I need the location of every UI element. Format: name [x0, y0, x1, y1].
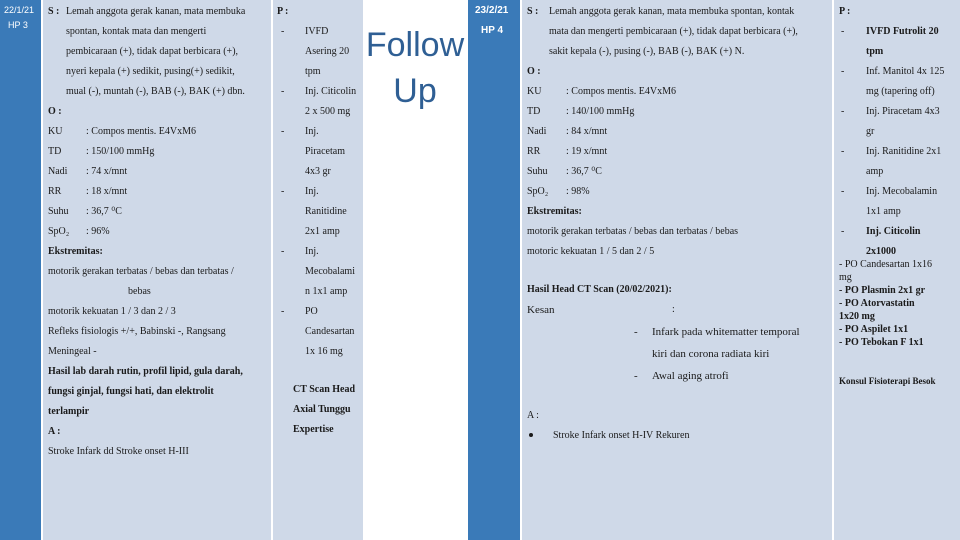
right-ekstremitas-line: motoric kekuatan 1 / 5 dan 2 / 5 [527, 246, 655, 257]
right-p-line: IVFD Futrolit 20 [866, 26, 939, 37]
right-p-line: amp [866, 166, 884, 177]
right-vital-value: : 98% [566, 186, 590, 197]
follow-up-title-line1: Follow [365, 26, 465, 64]
left-vital-key: Nadi [48, 166, 68, 177]
left-ekstremitas-line: bebas [128, 286, 151, 297]
left-vital-value: : 96% [86, 226, 110, 237]
right-p-line: Inj. Mecobalamin [866, 186, 938, 197]
right-p-dash: - [841, 186, 845, 197]
right-o-label: O : [527, 66, 541, 77]
left-p-line: PO [305, 306, 318, 317]
left-s-line: mual (-), muntah (-), BAB (-), BAK (+) dbn. [66, 86, 245, 97]
left-vital-key: KU [48, 126, 63, 137]
left-p-line: 1x 16 mg [305, 346, 343, 357]
right-ct-title: Hasil Head CT Scan (20/02/2021): [527, 284, 672, 295]
left-hp: HP 3 [8, 20, 28, 30]
left-p-line: Mecobalami [305, 266, 355, 277]
right-p-line: gr [866, 126, 875, 137]
right-s-line: Lemah anggota gerak kanan, mata membuka spontan, kontak [549, 6, 795, 17]
left-ekstremitas-line: Refleks fisiologis +/+, Babinski -, Rangsang [48, 326, 226, 337]
left-ct-line: CT Scan Head [293, 384, 356, 395]
right-po-line: - PO Aspilet 1x1 [839, 324, 909, 335]
right-p-dash: - [841, 106, 845, 117]
left-p-line: 2x1 amp [305, 226, 340, 237]
left-p-line: tpm [305, 66, 321, 77]
right-vital-key: Suhu [527, 166, 548, 177]
left-vital-value: : 150/100 mmHg [86, 146, 155, 157]
right-po-line: - PO Atorvastatin [839, 298, 915, 309]
left-s-line: pembicaraan (+), tidak dapat berbicara (+), [66, 46, 239, 57]
right-p-line: mg (tapering off) [866, 86, 935, 97]
right-vital-value: : Compos mentis. E4VxM6 [566, 86, 677, 97]
left-s-line: spontan, kontak mata dan mengerti [66, 26, 207, 37]
right-ekstremitas-line: motorik gerakan terbatas / bebas dan terbatas / bebas [527, 226, 739, 237]
right-kesan-colon: : [672, 304, 675, 315]
right-p-line: 2x1000 [866, 246, 896, 257]
left-p-dash: - [281, 306, 285, 317]
right-po-line: mg [839, 272, 852, 283]
right-p-dash: - [841, 226, 845, 237]
right-po-line: - PO Candesartan 1x16 [839, 259, 933, 270]
right-date: 23/2/21 [475, 5, 509, 16]
right-vital-key: SpO₂ [527, 186, 549, 197]
right-kesan-dash: - [634, 326, 638, 338]
left-vital-key: SpO₂ [48, 226, 70, 237]
right-po-line: - PO Tebokan F 1x1 [839, 337, 924, 348]
right-a-text: Stroke Infark onset H-IV Rekuren [553, 430, 690, 441]
right-vital-key: KU [527, 86, 542, 97]
left-p-line: Inj. Citicolin [305, 86, 357, 97]
left-ct-line: Expertise [293, 424, 334, 435]
right-p-line: Inf. Manitol 4x 125 [866, 66, 945, 77]
left-p-line: 2 x 500 mg [305, 106, 351, 117]
left-ekstremitas-label: Ekstremitas: [48, 246, 103, 257]
right-po-line: 1x20 mg [839, 311, 875, 322]
right-vital-key: Nadi [527, 126, 547, 137]
right-date-band [468, 0, 520, 540]
left-ekstremitas-line: motorik kekuatan 1 / 3 dan 2 / 3 [48, 306, 176, 317]
right-vital-value: : 36,7 ⁰C [566, 166, 602, 177]
left-vital-value: : 74 x/mnt [86, 166, 128, 177]
left-ekstremitas-line: motorik gerakan terbatas / bebas dan terbatas / [48, 266, 234, 277]
left-s-line: nyeri kepala (+) sedikit, pusing(+) sedikit, [66, 66, 235, 77]
left-p-line: Inj. [305, 186, 319, 197]
right-kesan-line: kiri dan corona radiata kiri [652, 348, 770, 360]
right-vital-value: : 84 x/mnt [566, 126, 608, 137]
left-p-dash: - [281, 26, 285, 37]
right-p-line: tpm [866, 46, 884, 57]
right-p-dash: - [841, 66, 845, 77]
left-p-line: Ranitidine [305, 206, 347, 217]
right-vital-value: : 140/100 mmHg [566, 106, 635, 117]
left-p-line: Candesartan [305, 326, 355, 337]
left-a-text: Stroke Infark dd Stroke onset H-III [48, 446, 189, 457]
right-po-line: - PO Plasmin 2x1 gr [839, 285, 926, 296]
left-vital-key: TD [48, 146, 62, 157]
left-p-dash: - [281, 126, 285, 137]
left-p-line: IVFD [305, 26, 329, 37]
right-kesan-dash: - [634, 370, 638, 382]
left-lab-line: terlampir [48, 406, 90, 417]
left-date-band [0, 0, 41, 540]
right-p-line: Inj. Piracetam 4x3 [866, 106, 940, 117]
left-o-label: O : [48, 106, 62, 117]
left-p-dash: - [281, 186, 285, 197]
right-konsul: Konsul Fisioterapi Besok [839, 376, 936, 386]
right-ekstremitas-label: Ekstremitas: [527, 206, 582, 217]
right-s-label: S : [527, 6, 539, 17]
left-s-label: S : [48, 6, 60, 17]
right-vital-key: TD [527, 106, 541, 117]
right-p-line: Inj. Ranitidine 2x1 [866, 146, 942, 157]
left-vital-key: RR [48, 186, 62, 197]
left-p-line: 4x3 gr [305, 166, 331, 177]
right-p-dash: - [841, 146, 845, 157]
left-p-dash: - [281, 246, 285, 257]
left-p-line: Asering 20 [305, 46, 350, 57]
left-p-label: P : [277, 6, 289, 17]
right-a-label: A : [527, 410, 539, 421]
left-ct-line: Axial Tunggu [293, 404, 351, 415]
follow-up-title-line2: Up [393, 72, 437, 110]
left-vital-value: : 36,7 ⁰C [86, 206, 122, 217]
right-p-dash: - [841, 26, 845, 37]
left-p-line: Inj. [305, 126, 319, 137]
right-kesan-line: Awal aging atrofi [652, 370, 729, 382]
right-kesan-line: Infark pada whitematter temporal [652, 326, 800, 338]
left-vital-value: : 18 x/mnt [86, 186, 128, 197]
left-a-label: A : [48, 426, 61, 437]
left-p-line: Inj. [305, 246, 319, 257]
right-p-line: Inj. Citicolin [866, 226, 921, 237]
left-ekstremitas-line: Meningeal - [48, 346, 97, 357]
right-kesan-label: Kesan [527, 304, 555, 316]
right-hp: HP 4 [481, 25, 504, 36]
left-lab-line: fungsi ginjal, fungsi hati, dan elektrolit [48, 386, 214, 397]
right-vital-value: : 19 x/mnt [566, 146, 608, 157]
left-p-line: n 1x1 amp [305, 286, 348, 297]
right-p-label: P : [839, 6, 851, 17]
left-date: 22/1/21 [4, 5, 35, 15]
bullet-icon [529, 433, 533, 437]
left-p-line: Piracetam [305, 146, 345, 157]
left-s-line: Lemah anggota gerak kanan, mata membuka [66, 6, 246, 17]
right-vital-key: RR [527, 146, 541, 157]
right-s-line: mata dan mengerti pembicaraan (+), tidak dapat berbicara (+), [549, 26, 798, 37]
right-p-line: 1x1 amp [866, 206, 901, 217]
right-soa-panel [522, 0, 832, 540]
left-vital-value: : Compos mentis. E4VxM6 [86, 126, 197, 137]
right-s-line: sakit kepala (-), pusing (-), BAB (-), BAK (+) N. [549, 46, 745, 57]
left-p-dash: - [281, 86, 285, 97]
left-lab-line: Hasil lab darah rutin, profil lipid, gula darah, [48, 366, 243, 377]
left-vital-key: Suhu [48, 206, 69, 217]
